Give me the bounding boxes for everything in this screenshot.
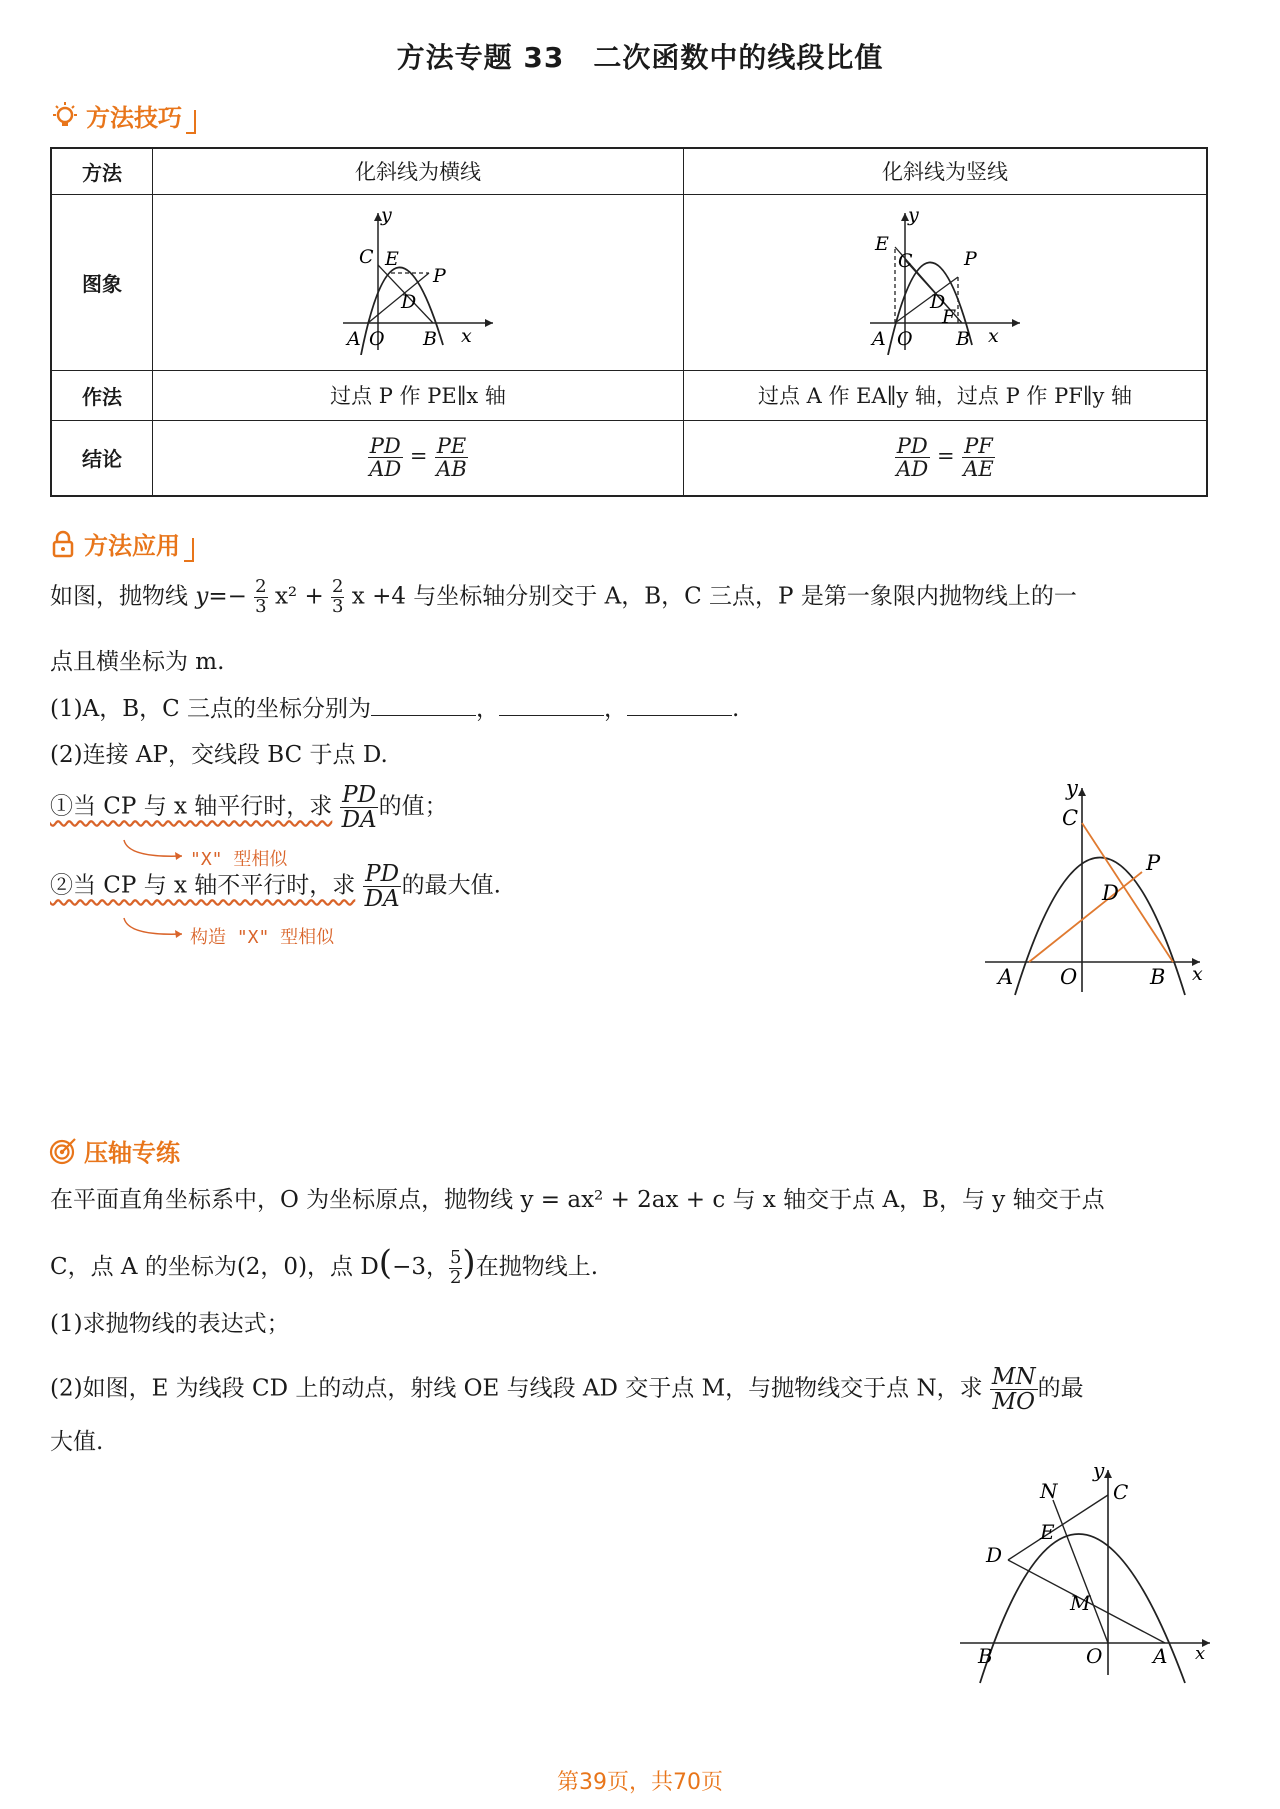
problem1-q2: (2)连接 AP，交线段 BC 于点 D. — [50, 742, 388, 768]
figure-vertical — [684, 194, 1208, 370]
page-number: 第39页，共70页 — [557, 1770, 723, 1795]
svg-text:N: N — [1040, 1479, 1058, 1503]
svg-text:A: A — [1153, 1644, 1168, 1668]
col2-conclusion: $\frac{PD}{AD}$ = $\frac{PF}{AE}$ — [684, 420, 1208, 496]
svg-text:D: D — [401, 290, 417, 313]
target-icon — [48, 1136, 78, 1166]
svg-text:O: O — [897, 327, 913, 350]
svg-text:A: A — [998, 965, 1014, 989]
svg-text:y: y — [1066, 780, 1078, 800]
answer-blank[interactable] — [499, 715, 604, 716]
col1-header: 化斜线为横线 — [153, 148, 684, 194]
svg-text:x: x — [461, 324, 472, 347]
svg-text:B: B — [956, 327, 970, 350]
svg-text:C: C — [898, 249, 913, 272]
figure-problem2 — [950, 1465, 1220, 1685]
annotation-arrow — [120, 838, 190, 864]
svg-text:C: C — [1113, 1480, 1129, 1504]
svg-text:O: O — [369, 327, 385, 350]
problem1-q2a: ①当 CP 与 x 轴平行时，求 $\frac{PD}{DA}$ 的值； — [50, 782, 448, 834]
svg-text:x: x — [1195, 1643, 1206, 1664]
problem2-q1: (1)求抛物线的表达式； — [50, 1311, 290, 1337]
figure-horizontal — [153, 194, 684, 370]
section-method-apply — [48, 526, 194, 561]
col2-header: 化斜线为竖线 — [684, 148, 1208, 194]
problem2-line1: 在平面直角坐标系中，O 为坐标原点，抛物线 y = ax² + 2ax + c 与 x 轴交于点 A，B，与 y 轴交于点 — [50, 1187, 1105, 1213]
svg-text:y: y — [908, 204, 919, 226]
answer-blank[interactable] — [627, 715, 732, 716]
svg-text:C: C — [359, 245, 374, 268]
section-title: 压轴专练 — [84, 1139, 180, 1167]
svg-text:E: E — [875, 232, 889, 255]
svg-text:D: D — [986, 1543, 1003, 1567]
svg-text:M: M — [1070, 1591, 1091, 1615]
svg-text:P: P — [433, 264, 446, 287]
page-title: 方法专题 33 二次函数中的线段比值 — [396, 41, 884, 74]
problem1-q2b: ②当 CP 与 x 轴不平行时，求 $\frac{PD}{DA}$ 的最大值. — [50, 861, 501, 913]
svg-text:y: y — [1093, 1465, 1105, 1482]
row-header-conclusion: 结论 — [51, 420, 153, 496]
row-header-procedure: 作法 — [51, 370, 153, 420]
lock-icon — [48, 529, 78, 559]
problem1-q1: (1)A，B，C 三点的坐标分别为 ， ， . — [50, 696, 740, 722]
col2-procedure: 过点 A 作 EA∥y 轴，过点 P 作 PF∥y 轴 — [684, 370, 1208, 420]
problem2-line2: C，点 A 的坐标为(2，0)，点 D(−3， $\frac{5}{2}$ )在抛物线上. — [50, 1243, 598, 1288]
svg-text:C: C — [1062, 806, 1079, 830]
annotation-construct-x: 构造 "X" 型相似 — [190, 927, 335, 948]
svg-text:B: B — [978, 1644, 993, 1668]
svg-text:E: E — [385, 247, 399, 270]
section-method-skill — [50, 98, 196, 133]
problem2-q2-cont: 大值. — [50, 1429, 104, 1455]
svg-text:E: E — [1040, 1520, 1055, 1544]
col1-conclusion: $\frac{PD}{AD}$ = $\frac{PE}{AB}$ — [153, 420, 684, 496]
svg-text:F: F — [942, 305, 956, 328]
graph-horizontal — [333, 205, 503, 355]
svg-text:O: O — [1060, 965, 1078, 989]
section-title: 方法应用 — [84, 532, 180, 560]
svg-text:O: O — [1086, 1644, 1103, 1668]
col1-procedure: 过点 P 作 PE∥x 轴 — [153, 370, 684, 420]
svg-text:x: x — [988, 324, 999, 347]
svg-text:B: B — [423, 327, 437, 350]
lightbulb-icon — [50, 101, 80, 131]
section-practice — [48, 1133, 180, 1168]
svg-text:P: P — [1146, 851, 1161, 875]
problem2-q2: (2)如图，E 为线段 CD 上的动点，射线 OE 与线段 AD 交于点 M，与抛物线交于点 N，求 $\frac{MN}{MO}$ 的最 — [50, 1364, 1084, 1416]
svg-text:A: A — [347, 327, 361, 350]
row-header-figure: 图象 — [51, 194, 153, 370]
annotation-x-similar: "X" 型相似 — [190, 849, 288, 870]
svg-text:B: B — [1150, 965, 1166, 989]
section-title: 方法技巧 — [86, 104, 182, 132]
svg-text:P: P — [964, 247, 977, 270]
row-header-method: 方法 — [51, 148, 153, 194]
graph-vertical — [860, 205, 1030, 355]
svg-text:A: A — [872, 327, 886, 350]
problem1-line2: 点且横坐标为 m. — [50, 649, 225, 675]
svg-text:D: D — [1102, 881, 1119, 905]
svg-text:D: D — [930, 290, 946, 313]
svg-text:y: y — [381, 204, 392, 226]
svg-text:x: x — [1192, 963, 1203, 985]
annotation-arrow — [120, 916, 190, 942]
problem1-line1: 如图，抛物线 y=− $\frac{2}{3}$ x² + $\frac{2}{3}$ x +4 与坐标轴分别交于 A，B，C 三点，P 是第一象限内抛物线上的一 — [50, 576, 1077, 617]
answer-blank[interactable] — [371, 715, 476, 716]
figure-problem1 — [970, 780, 1210, 1000]
method-table — [50, 147, 1208, 497]
